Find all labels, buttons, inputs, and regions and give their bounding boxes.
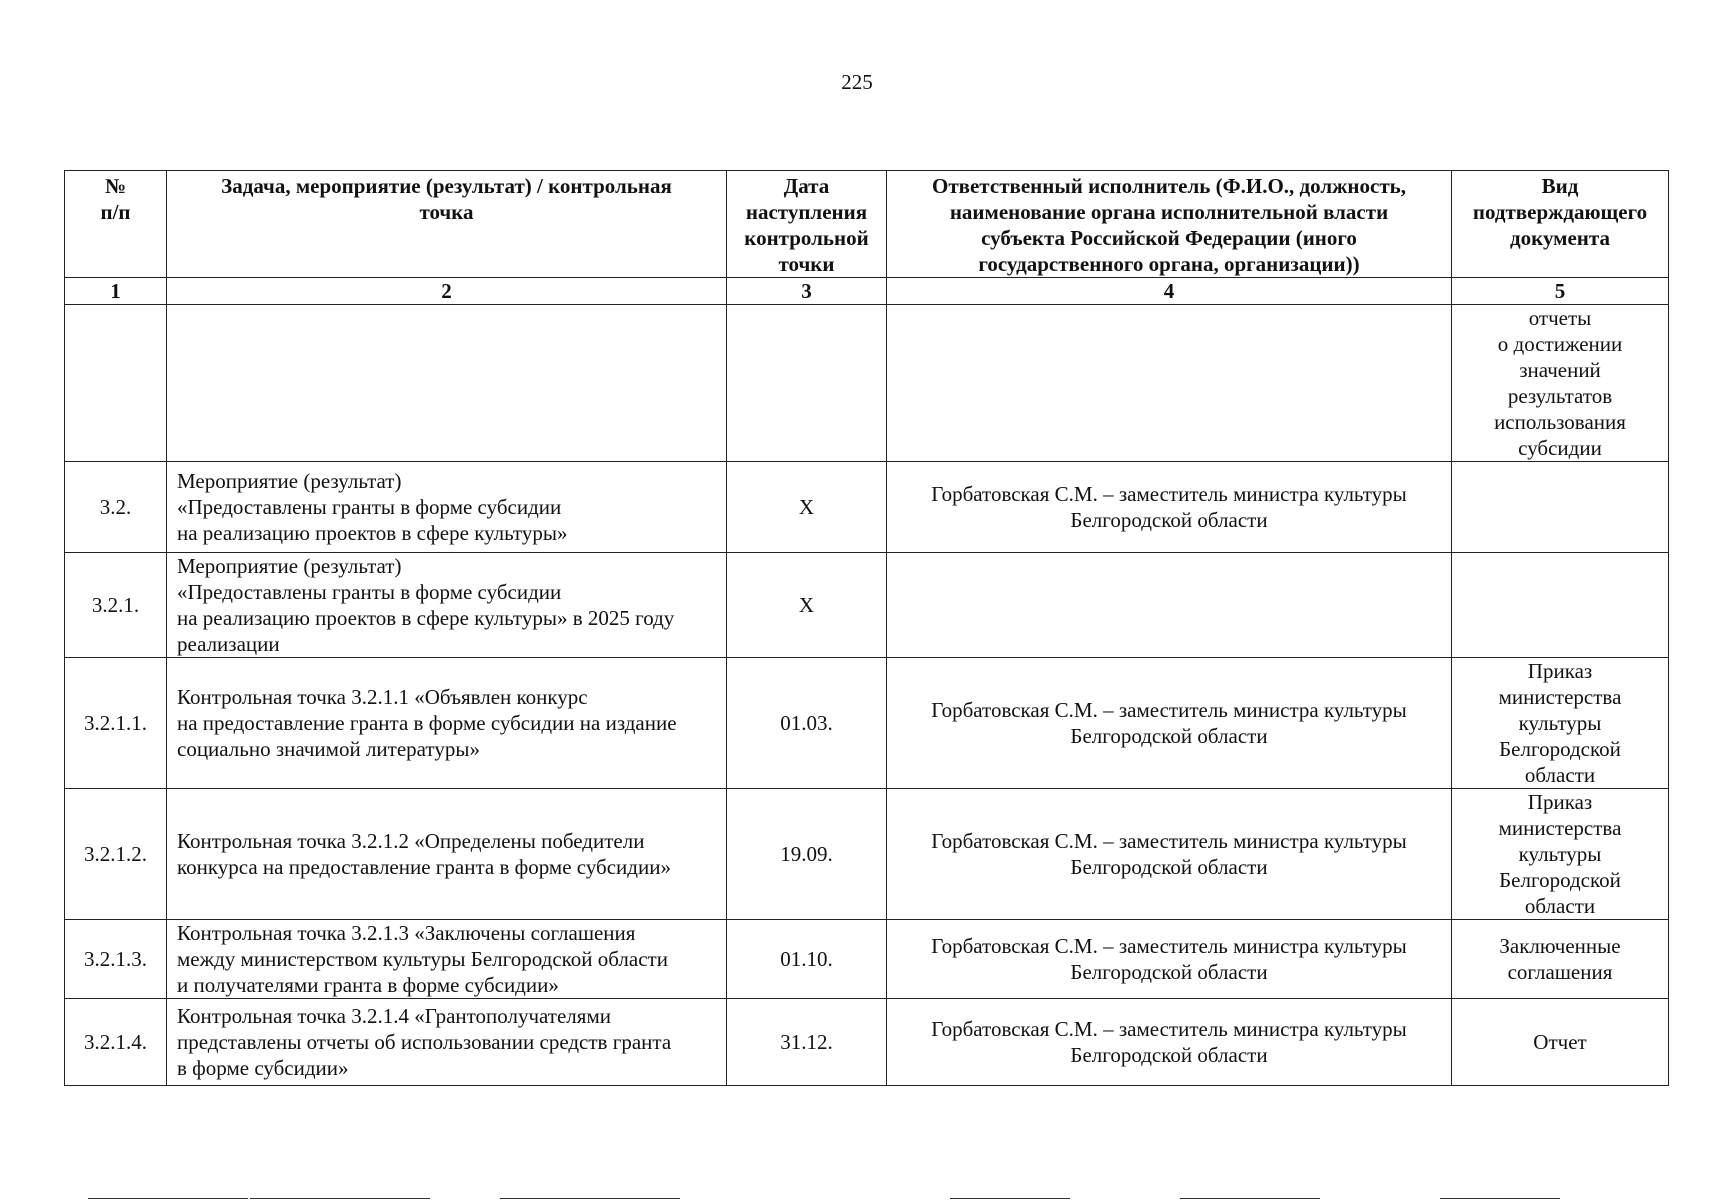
table-row — [65, 305, 1669, 462]
row-task: Контрольная точка 3.2.1.1 «Объявлен конкурс на предоставление гранта в форме субсидии на издание социально значимой литературы» — [167, 658, 727, 789]
row-responsible: Горбатовская С.М. – заместитель министра культуры Белгородской области — [887, 462, 1452, 553]
row-num: 3.2.1.1. — [65, 658, 167, 789]
header-responsible: Ответственный исполнитель (Ф.И.О., должность, наименование органа исполнительной власти субъекта Российской Федерации (иного государственного органа, организации)) — [887, 171, 1452, 278]
footer-divider — [1180, 1198, 1320, 1199]
row-num: 3.2.1.4. — [65, 999, 167, 1086]
table-row — [65, 789, 1669, 920]
header-date: Дата наступления контрольной точки — [727, 171, 887, 278]
column-number: 5 — [1452, 278, 1669, 305]
row-num: 3.2.1.2. — [65, 789, 167, 920]
table-row — [65, 920, 1669, 999]
row-num: 3.2.1. — [65, 553, 167, 658]
row-document: Приказ министерства культуры Белгородской области — [1452, 789, 1669, 920]
row-task: Мероприятие (результат) «Предоставлены гранты в форме субсидии на реализацию проектов в сфере культуры» — [167, 462, 727, 553]
row-responsible: Горбатовская С.М. – заместитель министра культуры Белгородской области — [887, 789, 1452, 920]
row-task — [167, 305, 727, 462]
row-task: Контрольная точка 3.2.1.2 «Определены победители конкурса на предоставление гранта в форме субсидии» — [167, 789, 727, 920]
row-document: отчеты о достижении значений результатов использования субсидии — [1452, 305, 1669, 462]
column-number: 4 — [887, 278, 1452, 305]
column-number: 1 — [65, 278, 167, 305]
row-date — [727, 305, 887, 462]
footer-divider — [88, 1198, 248, 1199]
header-document: Вид подтверждающего документа — [1452, 171, 1669, 278]
row-document — [1452, 462, 1669, 553]
row-responsible: Горбатовская С.М. – заместитель министра культуры Белгородской области — [887, 999, 1452, 1086]
row-responsible — [887, 305, 1452, 462]
footer-divider — [950, 1198, 1070, 1199]
row-num: 3.2. — [65, 462, 167, 553]
header-row — [65, 171, 1669, 278]
row-document: Заключенные соглашения — [1452, 920, 1669, 999]
row-document: Приказ министерства культуры Белгородской области — [1452, 658, 1669, 789]
table-row — [65, 462, 1669, 553]
table-row — [65, 999, 1669, 1086]
row-document: Отчет — [1452, 999, 1669, 1086]
row-task: Контрольная точка 3.2.1.3 «Заключены соглашения между министерством культуры Белгородской области и получателями гранта в форме субсидии» — [167, 920, 727, 999]
row-date: 19.09. — [727, 789, 887, 920]
row-num: 3.2.1.3. — [65, 920, 167, 999]
row-date: 31.12. — [727, 999, 887, 1086]
row-responsible — [887, 553, 1452, 658]
row-task: Мероприятие (результат) «Предоставлены гранты в форме субсидии на реализацию проектов в сфере культуры» в 2025 году реализации — [167, 553, 727, 658]
row-date: 01.10. — [727, 920, 887, 999]
row-document — [1452, 553, 1669, 658]
table-row — [65, 658, 1669, 789]
footer-divider — [500, 1198, 680, 1199]
column-number: 3 — [727, 278, 887, 305]
row-num — [65, 305, 167, 462]
footer-divider — [250, 1198, 430, 1199]
row-date: Х — [727, 553, 887, 658]
footer-divider — [1440, 1198, 1560, 1199]
column-number: 2 — [167, 278, 727, 305]
table-row — [65, 553, 1669, 658]
header-task: Задача, мероприятие (результат) / контрольная точка — [167, 171, 727, 278]
control-points-table — [64, 170, 1669, 1086]
row-task: Контрольная точка 3.2.1.4 «Грантополучателями представлены отчеты об использовании средств гранта в форме субсидии» — [167, 999, 727, 1086]
header-num: № п/п — [65, 171, 167, 278]
page-number: 225 — [841, 70, 873, 94]
row-responsible: Горбатовская С.М. – заместитель министра культуры Белгородской области — [887, 920, 1452, 999]
row-date: 01.03. — [727, 658, 887, 789]
row-date: Х — [727, 462, 887, 553]
row-responsible: Горбатовская С.М. – заместитель министра культуры Белгородской области — [887, 658, 1452, 789]
column-number-row — [65, 278, 1669, 305]
